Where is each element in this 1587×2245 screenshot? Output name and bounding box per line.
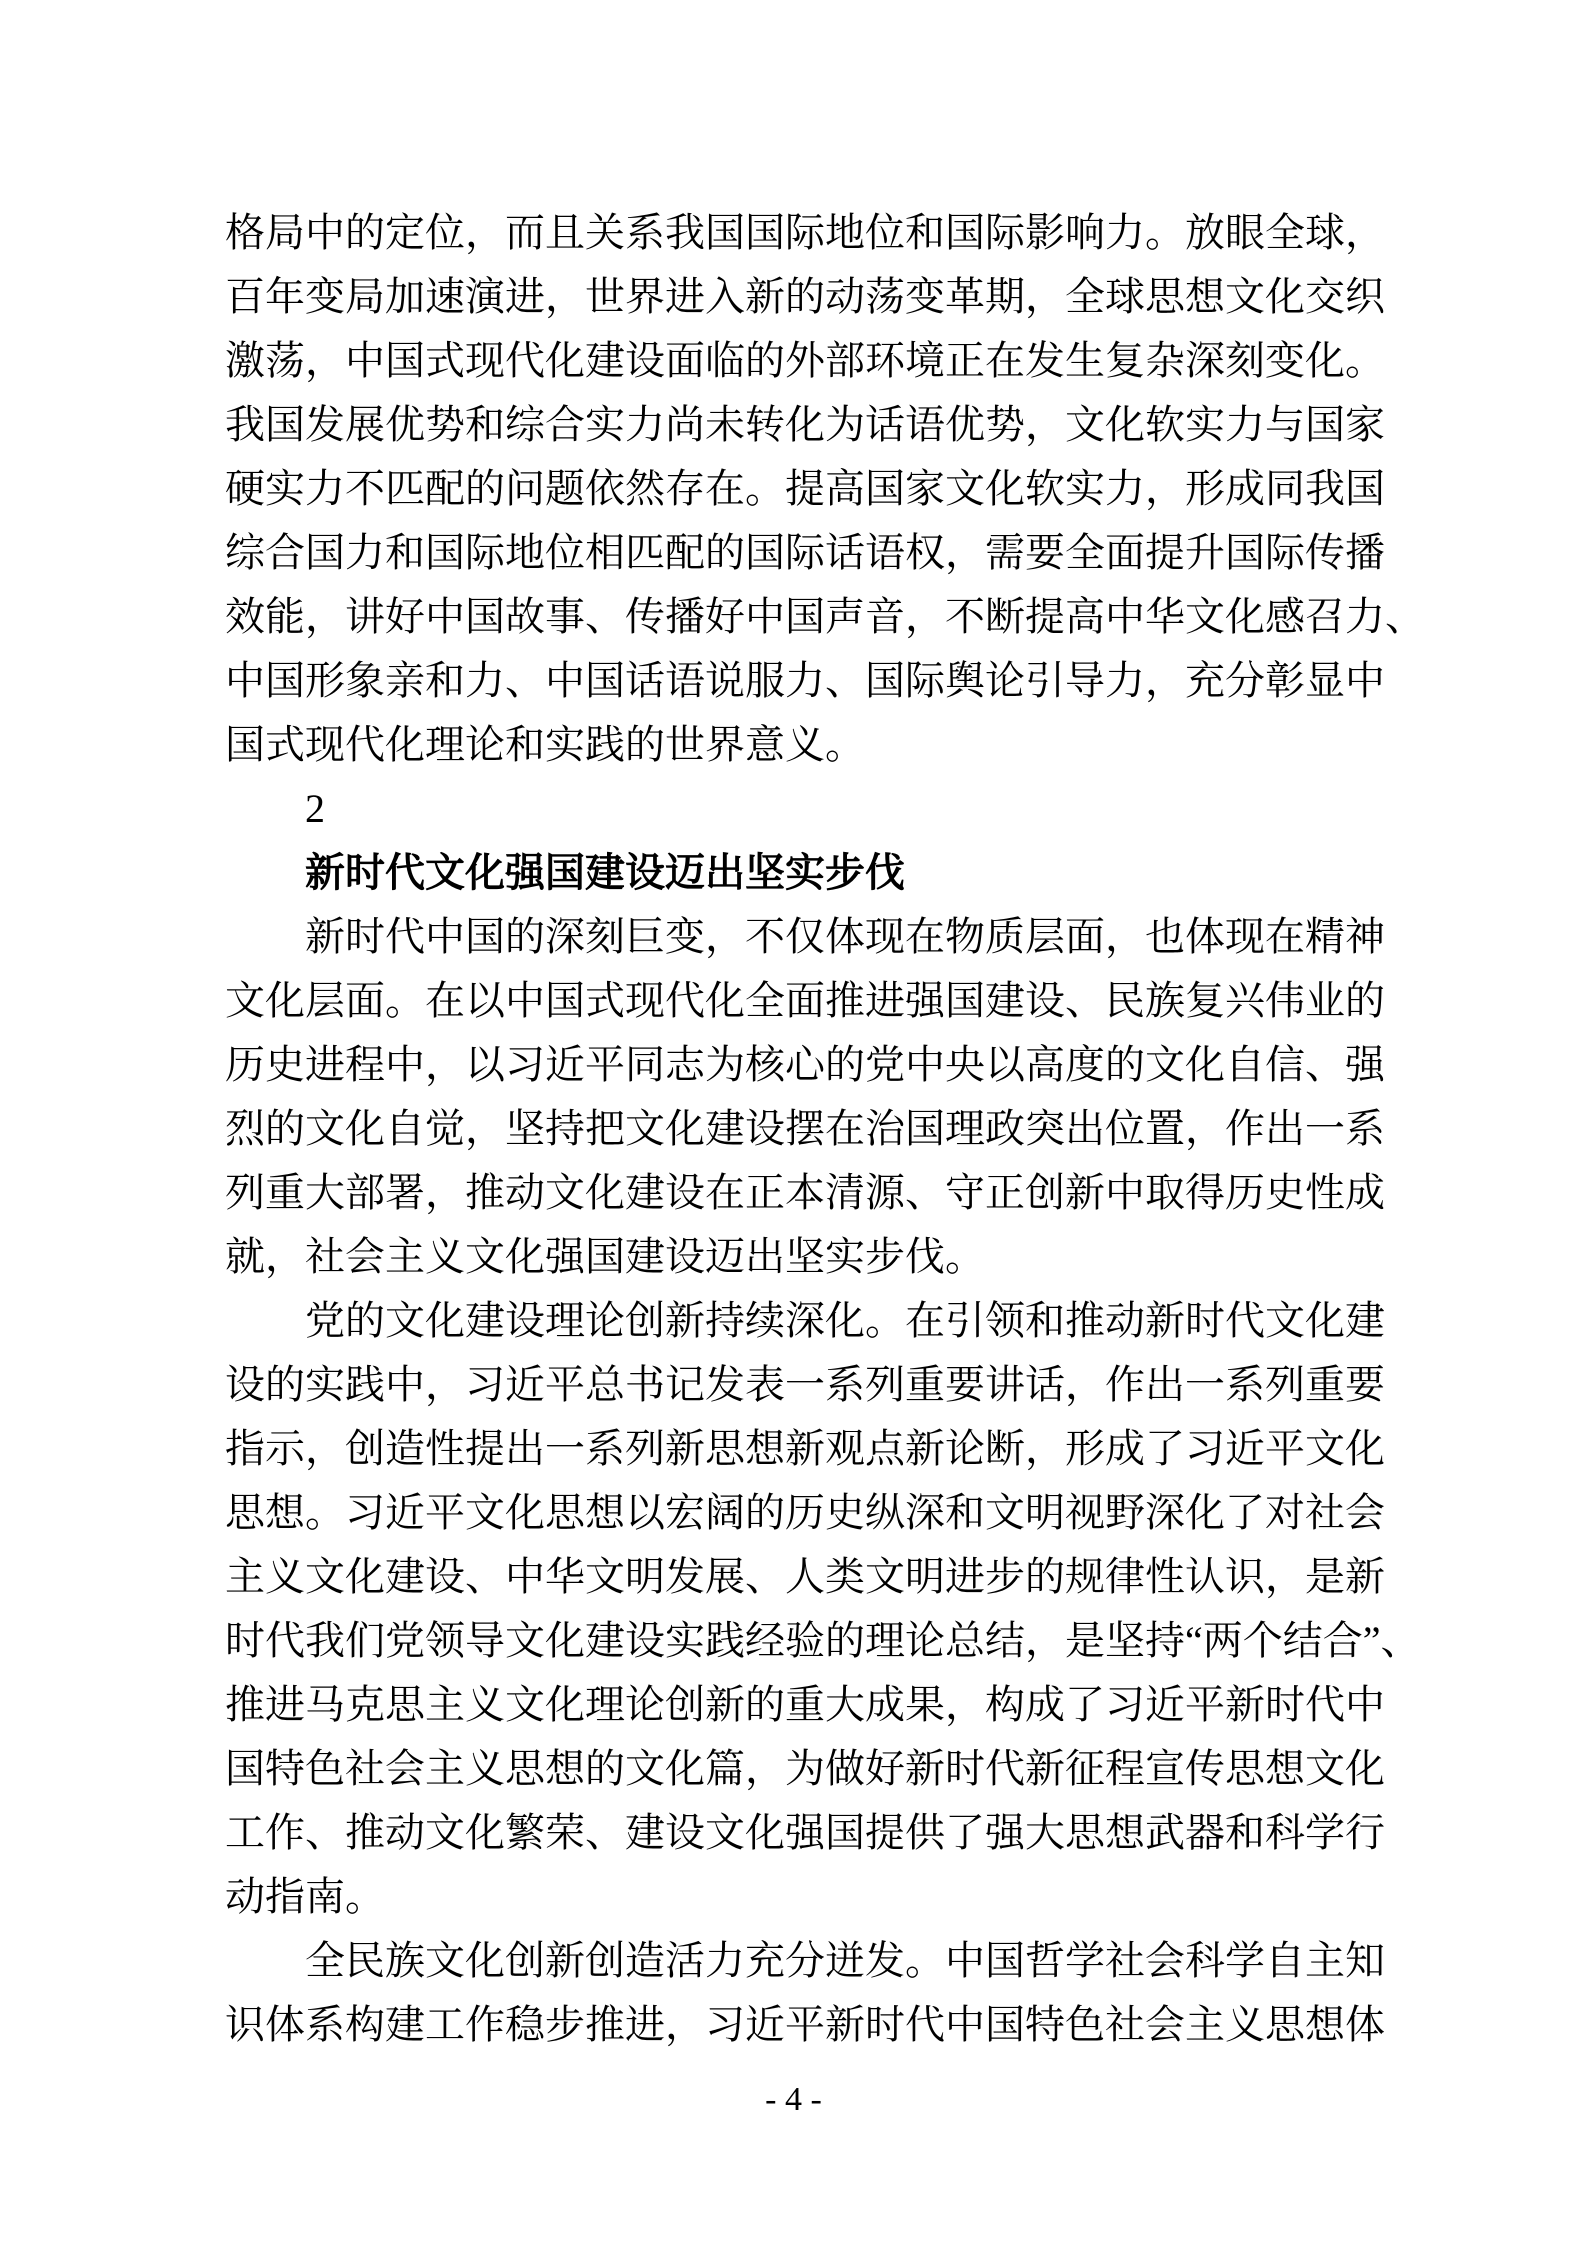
text-line: 效能，讲好中国故事、传播好中国声音，不断提高中华文化感召力、 (225, 594, 1425, 639)
text-line: 硬实力不匹配的问题依然存在。提高国家文化软实力，形成同我国 (225, 466, 1385, 511)
text-line: 列重大部署，推动文化建设在正本清源、守正创新中取得历史性成 (225, 1170, 1385, 1215)
text-line: 百年变局加速演进，世界进入新的动荡变革期，全球思想文化交织 (225, 274, 1385, 319)
text-line: 我国发展优势和综合实力尚未转化为话语优势，文化软实力与国家 (225, 402, 1385, 447)
text-line: 历史进程中，以习近平同志为核心的党中央以高度的文化自信、强 (225, 1042, 1385, 1087)
text-line: 党的文化建设理论创新持续深化。在引领和推动新时代文化建 (305, 1298, 1385, 1343)
text-block (225, 201, 1515, 2057)
text-line: 激荡，中国式现代化建设面临的外部环境正在发生复杂深刻变化。 (225, 338, 1385, 383)
text-line: 推进马克思主义文化理论创新的重大成果，构成了习近平新时代中 (225, 1682, 1385, 1727)
section-number: 2 (305, 786, 325, 831)
page-number: - 4 - (765, 2081, 822, 2118)
text-line: 综合国力和国际地位相匹配的国际话语权，需要全面提升国际传播 (225, 530, 1385, 575)
text-line: 时代我们党领导文化建设实践经验的理论总结，是坚持“两个结合”、 (225, 1618, 1421, 1663)
text-line: 文化层面。在以中国式现代化全面推进强国建设、民族复兴伟业的 (225, 978, 1385, 1023)
section-heading: 新时代文化强国建设迈出坚实步伐 (305, 850, 905, 895)
text-line: 工作、推动文化繁荣、建设文化强国提供了强大思想武器和科学行 (225, 1810, 1385, 1855)
text-line: 格局中的定位，而且关系我国国际地位和国际影响力。放眼全球， (225, 210, 1385, 255)
text-line: 动指南。 (225, 1874, 385, 1919)
text-line: 烈的文化自觉，坚持把文化建设摆在治国理政突出位置，作出一系 (225, 1106, 1385, 1151)
text-line: 主义文化建设、中华文明发展、人类文明进步的规律性认识，是新 (225, 1554, 1385, 1599)
text-line: 识体系构建工作稳步推进，习近平新时代中国特色社会主义思想体 (225, 2002, 1385, 2047)
text-line: 中国形象亲和力、中国话语说服力、国际舆论引导力，充分彰显中 (225, 658, 1385, 703)
text-line: 就，社会主义文化强国建设迈出坚实步伐。 (225, 1234, 985, 1279)
text-line: 新时代中国的深刻巨变，不仅体现在物质层面，也体现在精神 (305, 914, 1385, 959)
text-line: 指示，创造性提出一系列新思想新观点新论断，形成了习近平文化 (225, 1426, 1385, 1471)
text-line: 国特色社会主义思想的文化篇，为做好新时代新征程宣传思想文化 (225, 1746, 1385, 1791)
text-line: 设的实践中，习近平总书记发表一系列重要讲话，作出一系列重要 (225, 1362, 1385, 1407)
text-line: 国式现代化理论和实践的世界意义。 (225, 722, 865, 767)
text-line: 全民族文化创新创造活力充分迸发。中国哲学社会科学自主知 (305, 1938, 1385, 1983)
text-line: 思想。习近平文化思想以宏阔的历史纵深和文明视野深化了对社会 (225, 1490, 1385, 1535)
